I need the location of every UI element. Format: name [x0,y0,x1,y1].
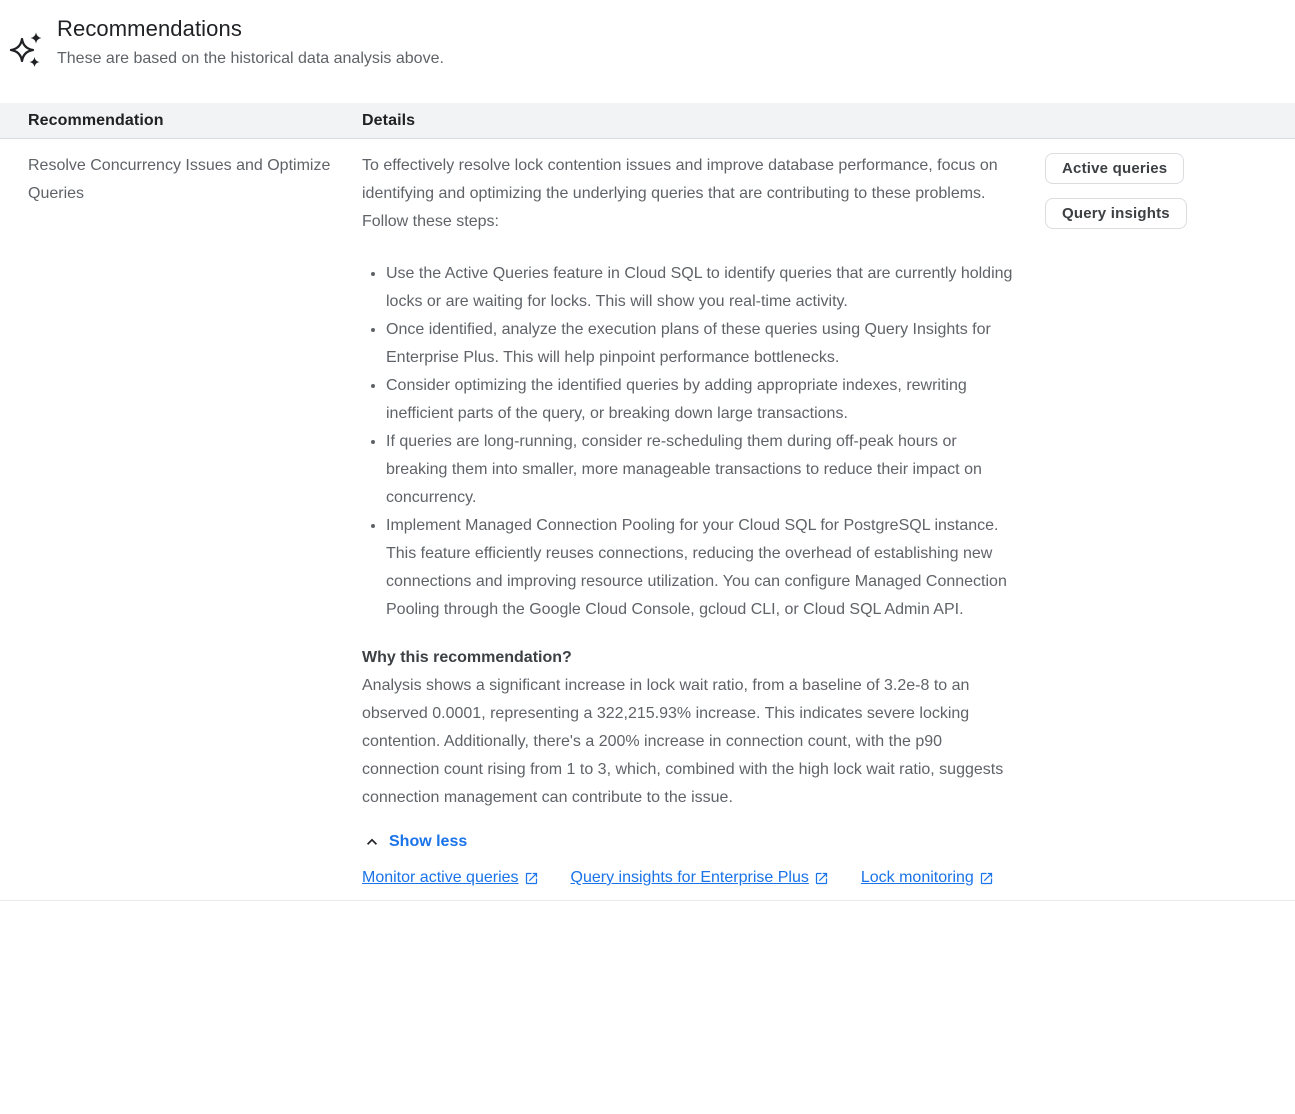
link-monitor-active-queries[interactable] [362,864,539,892]
gemini-sparkle-icon [8,29,44,74]
details-cell [362,152,1045,892]
link-query-insights-enterprise-plus[interactable] [571,864,829,892]
detail-bullet: • Consider optimizing the identified queries by adding appropriate indexes, rewriting inefficient parts of the query, or breaking down large transactions. [386,372,1017,428]
chevron-up-icon [362,832,382,852]
link-label: Monitor active queries [362,869,519,886]
details-intro: To effectively resolve lock contention issues and improve database performance, focus on identifying and optimizing the underlying queries that are contributing to these problems. Follow these steps: [362,157,998,230]
table-header-row [0,103,1295,139]
open-in-new-icon [979,871,994,886]
details-bullet-list [362,260,1017,624]
why-recommendation-heading: Why this recommendation? [362,649,572,666]
detail-bullet: • Use the Active Queries feature in Cloud SQL to identify queries that are currently holding locks or are waiting for locks. This will show you real-time activity. [386,260,1017,316]
query-insights-button[interactable]: Query insights [1045,198,1187,229]
open-in-new-icon [524,871,539,886]
page-subtitle: These are based on the historical data analysis above. [57,50,444,67]
link-label: Query insights for Enterprise Plus [570,869,809,886]
link-label: Lock monitoring [860,869,974,886]
active-queries-button[interactable]: Active queries [1045,153,1184,184]
recommendations-table [0,103,1295,901]
show-less-toggle[interactable] [362,828,467,856]
link-lock-monitoring[interactable] [861,864,994,892]
column-header-recommendation: Recommendation [28,111,164,129]
detail-bullet: • If queries are long-running, consider re-scheduling them during off-peak hours or breaking them into smaller, more manageable transactions to reduce their impact on concurrency. [386,428,1017,512]
actions-cell [1045,152,1295,892]
table-row [0,139,1295,901]
detail-bullet: • Implement Managed Connection Pooling for your Cloud SQL for PostgreSQL instance. This feature efficiently reuses connections, reducing the overhead of establishing new connections and improving resource utilization. You can configure Managed Connection Pooling through the Google Cloud Console, gcloud CLI, or Cloud SQL Admin API. [386,512,1017,624]
why-recommendation-text: Analysis shows a significant increase in lock wait ratio, from a baseline of 3.2e-8 to an observed 0.0001, representing a 322,215.93% increase. This indicates severe locking contention. Additionally, there's a 200% increase in connection count, with the p90 connection count rising from 1 to 3, which, combined with the high lock wait ratio, suggests connection management can contribute to the issue. [362,677,1004,806]
recommendations-header [0,0,1295,74]
detail-bullet: • Once identified, analyze the execution plans of these queries using Query Insights for Enterprise Plus. This will help pinpoint performance bottlenecks. [386,316,1017,372]
open-in-new-icon [814,871,829,886]
documentation-links [362,864,1017,892]
recommendation-cell: Resolve Concurrency Issues and Optimize Queries [28,157,331,202]
show-less-label: Show less [389,833,468,850]
page-title: Recommendations [57,16,242,41]
column-header-details: Details [362,111,416,129]
